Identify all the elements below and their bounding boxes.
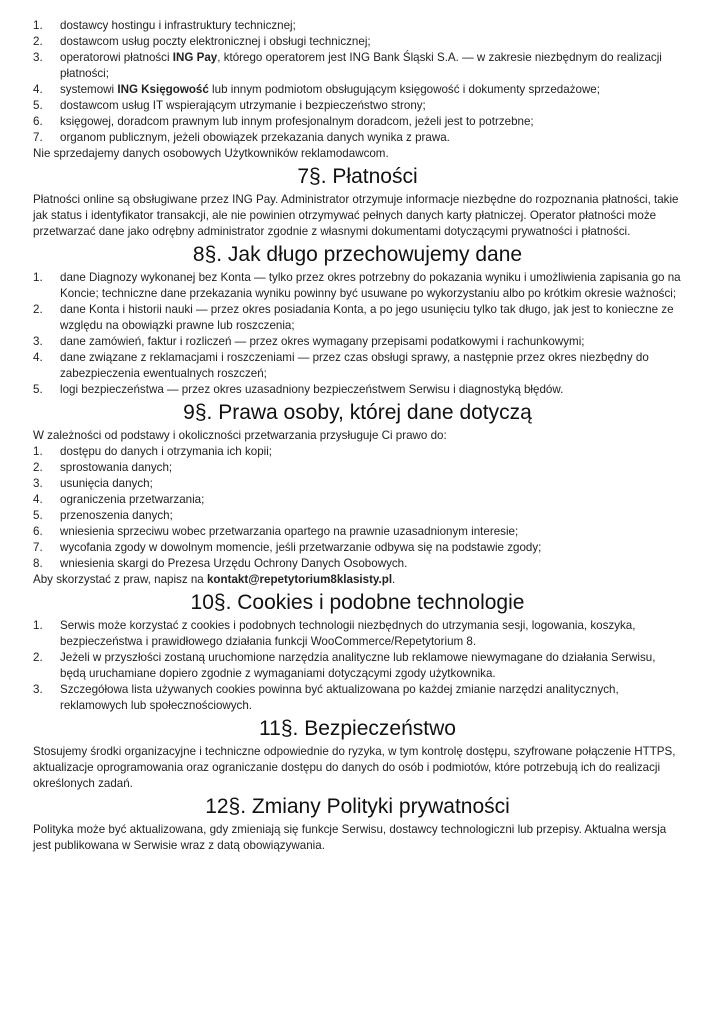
list-text: logi bezpieczeństwa — przez okres uzasadniony bezpieczeństwem Serwisu i diagnostyką błędów.	[60, 383, 564, 396]
list-number: 7.	[33, 131, 43, 144]
list-number: 4.	[33, 493, 43, 506]
list-text: Serwis może korzystać z cookies i podobnych technologii niezbędnych do utrzymania sesji, logowania, koszyka, bezpieczeństwa i prawidłowego działania funkcji WooCommerce/Repetytorium 8.	[60, 619, 636, 648]
list-text-post: lub innym podmiotom obsługującym księgowość i dokumenty sprzedażowe;	[208, 83, 600, 96]
list-number: 3.	[33, 335, 43, 348]
list-text: dane Diagnozy wykonanej bez Konta — tylko przez okres potrzebny do pokazania wyniku i umożliwienia zapisania go na Koncie; techniczne dane przekazania wyniku powinny być usuwane po wykorzystaniu albo po krótkim okresie ważności;	[60, 271, 681, 300]
list-item	[33, 18, 682, 34]
list-item	[33, 682, 682, 714]
list-text: sprostowania danych;	[60, 461, 173, 474]
list-number: 3.	[33, 51, 43, 64]
list-text-post: , którego operatorem jest ING Bank Śląski S.A. — w zakresie niezbędnym do realizacji płatności;	[60, 51, 662, 80]
retention-list	[33, 270, 682, 398]
section-11-title: 11§. Bezpieczeństwo	[259, 717, 456, 740]
list-number: 7.	[33, 541, 43, 554]
list-text: ograniczenia przetwarzania;	[60, 493, 205, 506]
list-number: 8.	[33, 557, 43, 570]
list-number: 3.	[33, 477, 43, 490]
list-number: 1.	[33, 271, 43, 284]
list-item	[33, 34, 682, 50]
list-item	[33, 114, 682, 130]
list-number: 4.	[33, 83, 43, 96]
intro-note: Nie sprzedajemy danych osobowych Użytkowników reklamodawcom.	[33, 147, 389, 160]
contact-text-pre: Aby skorzystać z praw, napisz na	[33, 573, 207, 586]
list-text-bold: ING Księgowość	[117, 83, 209, 96]
list-text: Szczegółowa lista używanych cookies powinna być aktualizowana po każdej zmianie narzędzi analitycznych, reklamowych lub społecznościowych.	[60, 683, 619, 712]
contact-email: kontakt@repetytorium8klasisty.pl	[206, 573, 393, 586]
section-8-title: 8§. Jak długo przechowujemy dane	[192, 243, 523, 266]
list-text: wniesienia skargi do Prezesa Urzędu Ochrony Danych Osobowych.	[60, 557, 408, 570]
list-number: 1.	[33, 619, 43, 632]
section-10-title: 10§. Cookies i podobne technologie	[190, 591, 525, 614]
list-text: dostawcom usług IT wspierającym utrzymanie i bezpieczeństwo strony;	[60, 99, 426, 112]
list-text: dostępu do danych i otrzymania ich kopii;	[60, 445, 273, 458]
list-item	[33, 98, 682, 114]
list-item	[33, 476, 682, 492]
list-text: wniesienia sprzeciwu wobec przetwarzania opartego na prawnie uzasadnionym interesie;	[60, 525, 519, 538]
list-item	[33, 460, 682, 476]
list-item	[33, 50, 682, 82]
list-item	[33, 650, 682, 682]
list-item	[33, 524, 682, 540]
list-number: 2.	[33, 303, 43, 316]
section-9-lead: W zależności od podstawy i okoliczności przetwarzania przysługuje Ci prawo do:	[33, 429, 447, 442]
list-item	[33, 444, 682, 460]
list-item	[33, 302, 682, 334]
recipients-list	[33, 18, 682, 146]
list-text: usunięcia danych;	[60, 477, 153, 490]
list-number: 6.	[33, 525, 43, 538]
section-9-contact	[33, 572, 682, 588]
list-text-bold: ING Pay	[172, 51, 218, 64]
section-9-title: 9§. Prawa osoby, której dane dotyczą	[183, 401, 532, 424]
list-number: 2.	[33, 461, 43, 474]
list-number: 2.	[33, 651, 43, 664]
list-text: dane zamówień, faktur i rozliczeń — przez okres wymagany przepisami podatkowymi i rachunkowymi;	[60, 335, 585, 348]
list-text: dane związane z reklamacjami i roszczeniami — przez czas obsługi sprawy, a następnie przez okres niezbędny do zabezpieczenia ewentualnych roszczeń;	[60, 351, 649, 380]
list-item	[33, 350, 682, 382]
list-text: dostawcom usług poczty elektronicznej i obsługi technicznej;	[60, 35, 371, 48]
section-12-title: 12§. Zmiany Polityki prywatności	[205, 795, 510, 818]
rights-list	[33, 444, 682, 572]
contact-text-post: .	[392, 573, 396, 586]
list-text: dane Konta i historii nauki — przez okres posiadania Konta, a po jego usunięciu tylko tak długo, jak jest to konieczne ze względu na obowiązki prawne lub roszczenia;	[60, 303, 674, 332]
cookies-list	[33, 618, 682, 714]
list-text-pre: operatorowi płatności	[60, 51, 173, 64]
list-number: 5.	[33, 509, 43, 522]
list-text: przenoszenia danych;	[60, 509, 173, 522]
list-text: księgowej, doradcom prawnym lub innym profesjonalnym doradcom, jeżeli jest to potrzebne;	[60, 115, 534, 128]
list-number: 1.	[33, 19, 43, 32]
list-item	[33, 508, 682, 524]
list-number: 6.	[33, 115, 43, 128]
section-12-text: Polityka może być aktualizowana, gdy zmieniają się funkcje Serwisu, dostawcy technologiczni lub przepisy. Aktualna wersja jest publikowana w Serwisie wraz z datą obowiązywania.	[33, 823, 667, 852]
list-item	[33, 130, 682, 146]
list-item	[33, 382, 682, 398]
list-text-pre: systemowi	[60, 83, 118, 96]
list-text: organom publicznym, jeżeli obowiązek przekazania danych wynika z prawa.	[60, 131, 450, 144]
list-item	[33, 82, 682, 98]
list-number: 5.	[33, 383, 43, 396]
list-item	[33, 334, 682, 350]
list-text: Jeżeli w przyszłości zostaną uruchomione narzędzia analityczne lub reklamowe niewymagane do działania Serwisu, będą uruchamiane dopiero zgodnie z wymaganiami dotyczącymi zgody użytkownika.	[60, 651, 656, 680]
list-item	[33, 492, 682, 508]
list-item	[33, 270, 682, 302]
section-11-text: Stosujemy środki organizacyjne i techniczne odpowiednie do ryzyka, w tym kontrolę dostępu, szyfrowane połączenie HTTPS, aktualizacje oprogramowania oraz ograniczanie dostępu do danych do osób i podmiotów, które potrzebują ich do realizacji określonych zadań.	[33, 745, 676, 790]
list-item	[33, 556, 682, 572]
list-number: 4.	[33, 351, 43, 364]
list-text: dostawcy hostingu i infrastruktury technicznej;	[60, 19, 296, 32]
section-7-text: Płatności online są obsługiwane przez ING Pay. Administrator otrzymuje informacje niezbędne do rozpoznania płatności, takie jak status i identyfikator transakcji, ale nie powinien otrzymywać pełnych danych karty płatniczej. Operator płatności może przetwarzać dane jako odrębny administrator zgodnie z własnymi dokumentami dotyczącymi prywatności i płatności.	[33, 193, 679, 238]
list-item	[33, 540, 682, 556]
list-text: wycofania zgody w dowolnym momencie, jeśli przetwarzanie odbywa się na podstawie zgody;	[60, 541, 542, 554]
list-number: 5.	[33, 99, 43, 112]
list-item	[33, 618, 682, 650]
section-7-title: 7§. Płatności	[297, 165, 418, 188]
list-number: 1.	[33, 445, 43, 458]
list-number: 3.	[33, 683, 43, 696]
list-number: 2.	[33, 35, 43, 48]
